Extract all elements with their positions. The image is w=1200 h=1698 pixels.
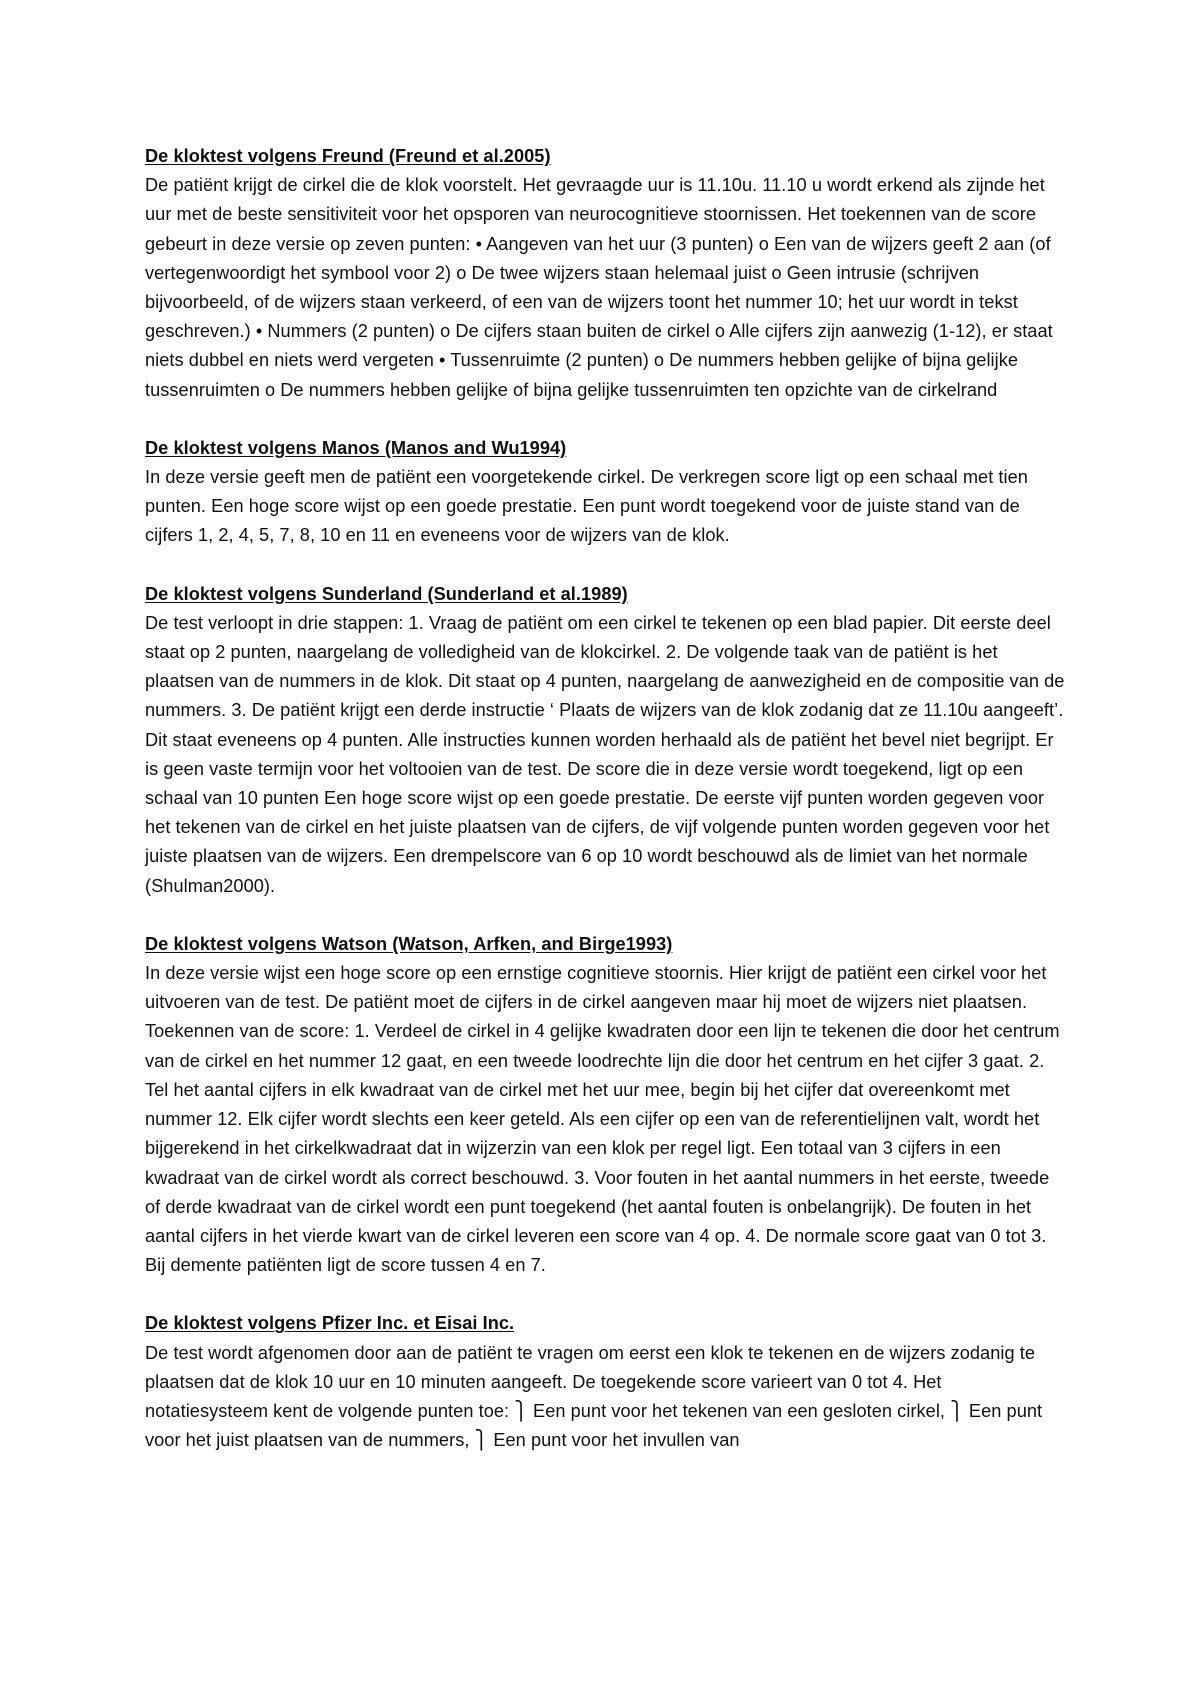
section-body: De test verloopt in drie stappen: 1. Vraag de patiënt om een cirkel te tekenen op een blad papier. Dit eerste deel staat op 2 punten, naargelang de volledigheid van de klokcirkel. 2. De volgende taak van de patiënt is het plaatsen van de nummers in de klok. Dit staat op 4 punten, naargelang de aanwezigheid en de compositie van de nummers. 3. De patiënt krijgt een derde instructie ‘ Plaats de wijzers van de klok zodanig dat ze 11.10u aangeeft’. Dit staat eveneens op 4 punten. Alle instructies kunnen worden herhaald als de patiënt het bevel niet begrijpt. Er is geen vaste termijn voor het voltooien van de test. De score die in deze versie wordt toegekend, ligt op een schaal van 10 punten Een hoge score wijst op een goede prestatie. De eerste vijf punten worden gegeven voor het tekenen van de cirkel en het juiste plaatsen van de cijfers, de vijf volgende punten worden gegeven voor het juiste plaatsen van de wijzers. Een drempelscore van 6 op 10 wordt beschouwd als de limiet van het normale (Shulman2000). [145,612,1065,896]
section-body: De patiënt krijgt de cirkel die de klok voorstelt. Het gevraagde uur is 11.10u. 11.10 u wordt erkend als zijnde het uur met de beste sensitiviteit voor het opsporen van neurocognitieve stoornissen. Het toekennen van de score gebeurt in deze versie op zeven punten: • Aangeven van het uur (3 punten) o Een van de wijzers geeft 2 aan (of vertegenwoordigt het symbool voor 2) o De twee wijzers staan helemaal juist o Geen intrusie (schrijven bijvoorbeeld, of de wijzers staan verkeerd, of een van de wijzers toont het nummer 10; het uur wordt in tekst geschreven.) • Nummers (2 punten) o De cijfers staan buiten de cirkel o Alle cijfers zijn aanwezig (1-12), er staat niets dubbel en niets werd vergeten • Tussenruimte (2 punten) o De nummers hebben gelijke of bijna gelijke tussenruimten o De nummers hebben gelijke of bijna gelijke tussenruimten ten opzichte van de cirkelrand [145,175,1053,400]
section-manos [145,434,1065,551]
section-title: De kloktest volgens Manos (Manos and Wu1994) [145,437,567,458]
section-pfizer [145,1309,1065,1455]
section-title: De kloktest volgens Watson (Watson, Arfken, and Birge1993) [145,933,673,954]
section-sunderland [145,580,1065,901]
section-freund [145,142,1065,405]
section-title: De kloktest volgens Pfizer Inc. et Eisai Inc. [145,1313,515,1334]
document-page [145,142,1065,1484]
section-title: De kloktest volgens Sunderland (Sunderland et al.1989) [145,583,628,604]
section-title: De kloktest volgens Freund (Freund et al.2005) [145,146,551,166]
section-body: In deze versie wijst een hoge score op een ernstige cognitieve stoornis. Hier krijgt de patiënt een cirkel voor het uitvoeren van de test. De patiënt moet de cijfers in de cirkel aangeven maar hij moet de wijzers niet plaatsen. Toekennen van de score: 1. Verdeel de cirkel in 4 gelijke kwadraten door een lijn te tekenen die door het centrum van de cirkel en het nummer 12 gaat, en een tweede loodrechte lijn die door het centrum en het cijfer 3 gaat. 2. Tel het aantal cijfers in elk kwadraat van de cirkel met het uur mee, begin bij het cijfer dat overeenkomt met nummer 12. Elk cijfer wordt slechts een keer geteld. Als een cijfer op een van de referentielijnen valt, wordt het bijgerekend in het cirkelkwadraat dat in wijzerzin van een klok per regel ligt. Een totaal van 3 cijfers in een kwadraat van de cirkel wordt als correct beschouwd. 3. Voor fouten in het aantal nummers in het eerste, tweede of derde kwadraat van de cirkel wordt een punt toegekend (het aantal fouten is onbelangrijk). De fouten in het aantal cijfers in het vierde kwart van de cirkel leveren een score van 4 op. 4. De normale score gaat van 0 tot 3. Bij demente patiënten ligt de score tussen 4 en 7. [145,963,1060,1276]
section-watson [145,930,1065,1280]
section-body: De test wordt afgenomen door aan de patiënt te vragen om eerst een klok te tekenen en de wijzers zodanig te plaatsen dat de klok 10 uur en 10 minuten aangeeft. De toegekende score varieert van 0 tot 4. Het notatiesysteem kent de volgende punten toe: ⎫ Een punt voor het tekenen van een gesloten cirkel, ⎫ Een punt voor het juist plaatsen van de nummers, ⎫ Een punt voor het invullen van [145,1342,1043,1451]
section-body: In deze versie geeft men de patiënt een voorgetekende cirkel. De verkregen score ligt op een schaal met tien punten. Een hoge score wijst op een goede prestatie. Een punt wordt toegekend voor de juiste stand van de cijfers 1, 2, 4, 5, 7, 8, 10 en 11 en eveneens voor de wijzers van de klok. [145,467,1028,546]
